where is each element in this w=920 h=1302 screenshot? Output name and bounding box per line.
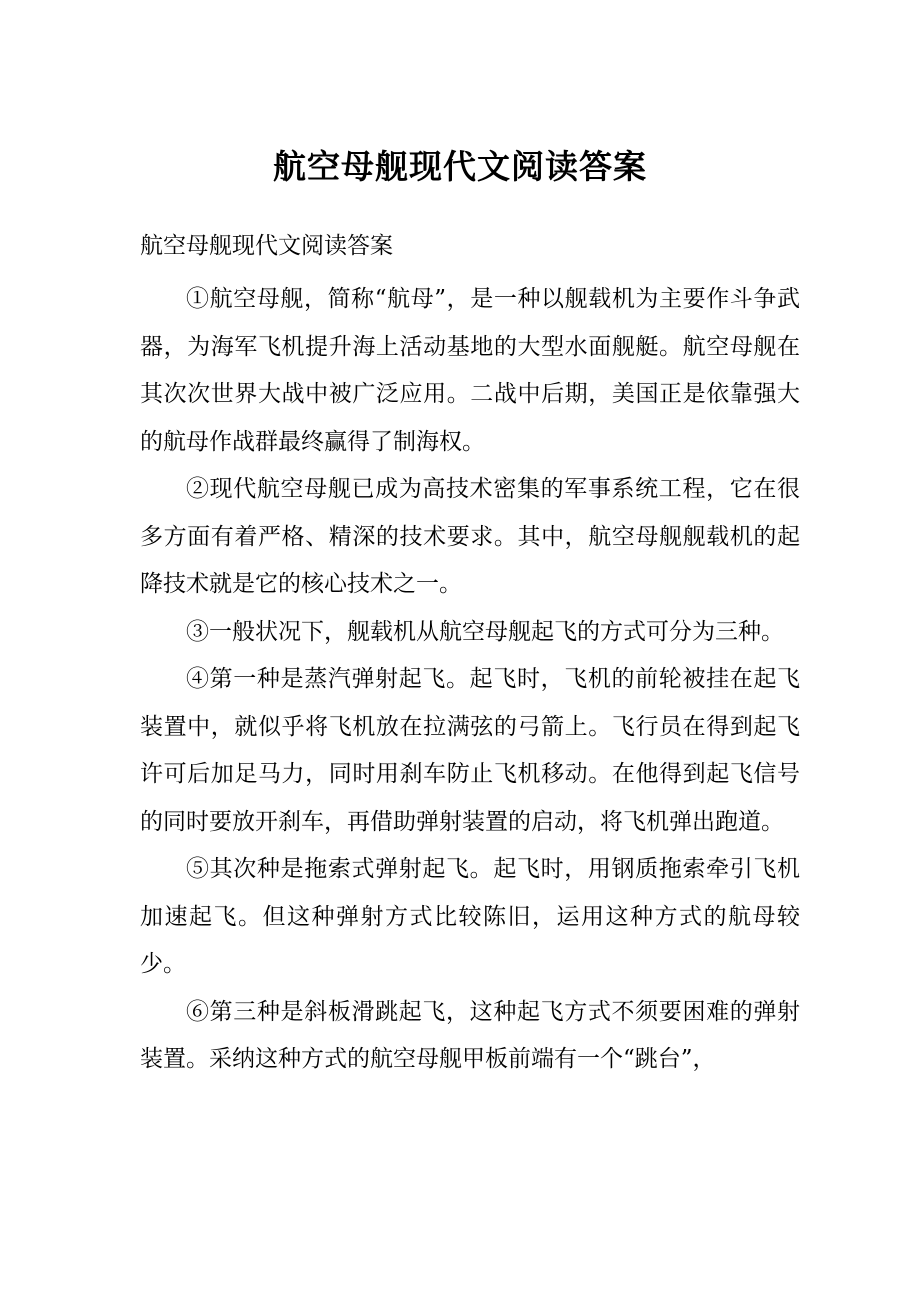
paragraph-5: ⑤其次种是拖索式弹射起飞。起飞时，用钢质拖索牵引飞机加速起飞。但这种弹射方式比较陈旧，运用这种方式的航母较少。 xyxy=(140,856,800,977)
paragraph-6: ⑥第三种是斜板滑跳起飞，这种起飞方式不须要困难的弹射装置。采纳这种方式的航空母舰甲板前端有一个“跳台”， xyxy=(140,998,800,1072)
document-body xyxy=(140,276,800,1084)
paragraph-3: ③一般状况下，舰载机从航空母舰起飞的方式可分为三种。 xyxy=(186,618,784,645)
paragraph-4: ④第一种是蒸汽弹射起飞。起飞时，飞机的前轮被挂在起飞装置中，就似乎将飞机放在拉满弦的弓箭上。飞行员在得到起飞许可后加足马力，同时用刹车防止飞机移动。在他得到起飞信号的同时要放开刹车，再借助弹射装置的启动，将飞机弹出跑道。 xyxy=(140,666,800,835)
paragraph-2: ②现代航空母舰已成为高技术密集的军事系统工程，它在很多方面有着严格、精深的技术要求。其中，航空母舰舰载机的起降技术就是它的核心技术之一。 xyxy=(140,476,800,597)
document-title: 航空母舰现代文阅读答案 xyxy=(273,147,647,186)
paragraph-1: ①航空母舰，简称“航母”，是一种以舰载机为主要作斗争武器，为海军飞机提升海上活动基地的大型水面舰艇。航空母舰在其次次世界大战中被广泛应用。二战中后期，美国正是依靠强大的航母作战群最终赢得了制海权。 xyxy=(140,286,800,455)
document-subtitle: 航空母舰现代文阅读答案 xyxy=(140,233,393,259)
